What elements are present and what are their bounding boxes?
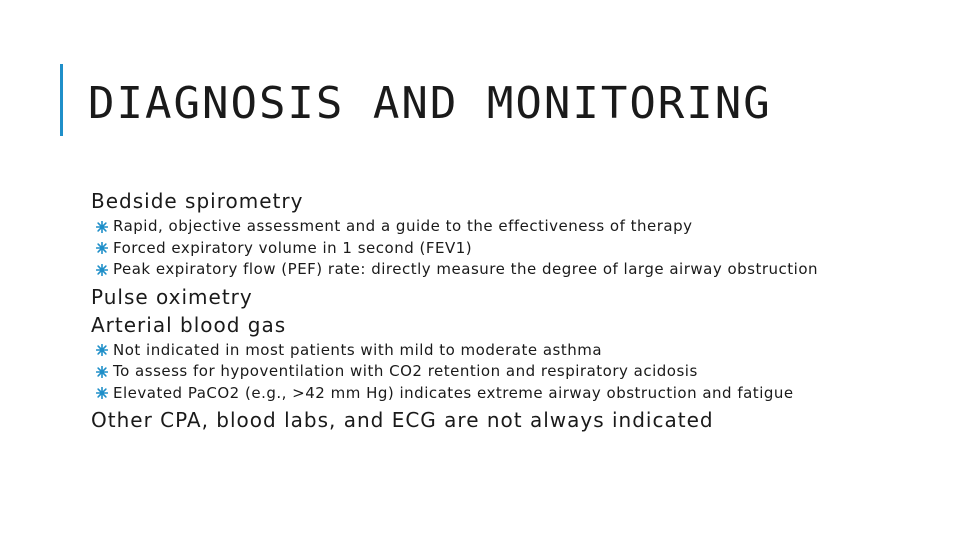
- title-accent-bar: [60, 64, 63, 136]
- sub-bullet: [91, 216, 851, 238]
- sub-bullet-text: Peak expiratory flow (PEF) rate: directly measure the degree of large airway obstruction: [113, 260, 819, 278]
- sub-bullet: [91, 340, 851, 362]
- sub-bullet-text: Not indicated in most patients with mild to moderate asthma: [113, 340, 603, 359]
- starburst-bullet-icon: [96, 340, 113, 362]
- sub-bullet-text: To assess for hypoventilation with CO2 retention and respiratory acidosis: [113, 362, 698, 380]
- sublist-blood-gas: [91, 340, 851, 405]
- bullet-other-tests: Other CPA, blood labs, and ECG are not always indicated: [91, 408, 714, 432]
- sub-bullet: [91, 361, 851, 383]
- starburst-bullet-icon: [96, 383, 113, 405]
- starburst-bullet-icon: [96, 216, 113, 238]
- sub-bullet-text: Rapid, objective assessment and a guide to the effectiveness of therapy: [113, 217, 693, 235]
- slide-title: DIAGNOSIS AND MONITORING: [88, 78, 772, 129]
- starburst-bullet-icon: [96, 238, 113, 260]
- sub-bullet: [91, 259, 851, 281]
- bullet-arterial-blood-gas: Arterial blood gas: [91, 312, 287, 337]
- bullet-bedside-spirometry: Bedside spirometry: [91, 189, 304, 213]
- sublist-spirometry: [91, 216, 851, 281]
- bullet-pulse-oximetry: Pulse oximetry: [91, 284, 253, 309]
- sub-bullet-text: Forced expiratory volume in 1 second (FEV1): [113, 238, 473, 257]
- sub-bullet: [91, 238, 851, 260]
- starburst-bullet-icon: [96, 361, 113, 383]
- starburst-bullet-icon: [96, 259, 113, 281]
- sub-bullet: [91, 383, 851, 405]
- slide-content: [91, 187, 851, 434]
- sub-bullet-text: Elevated PaCO2 (e.g., >42 mm Hg) indicates extreme airway obstruction and fatigue: [113, 383, 794, 402]
